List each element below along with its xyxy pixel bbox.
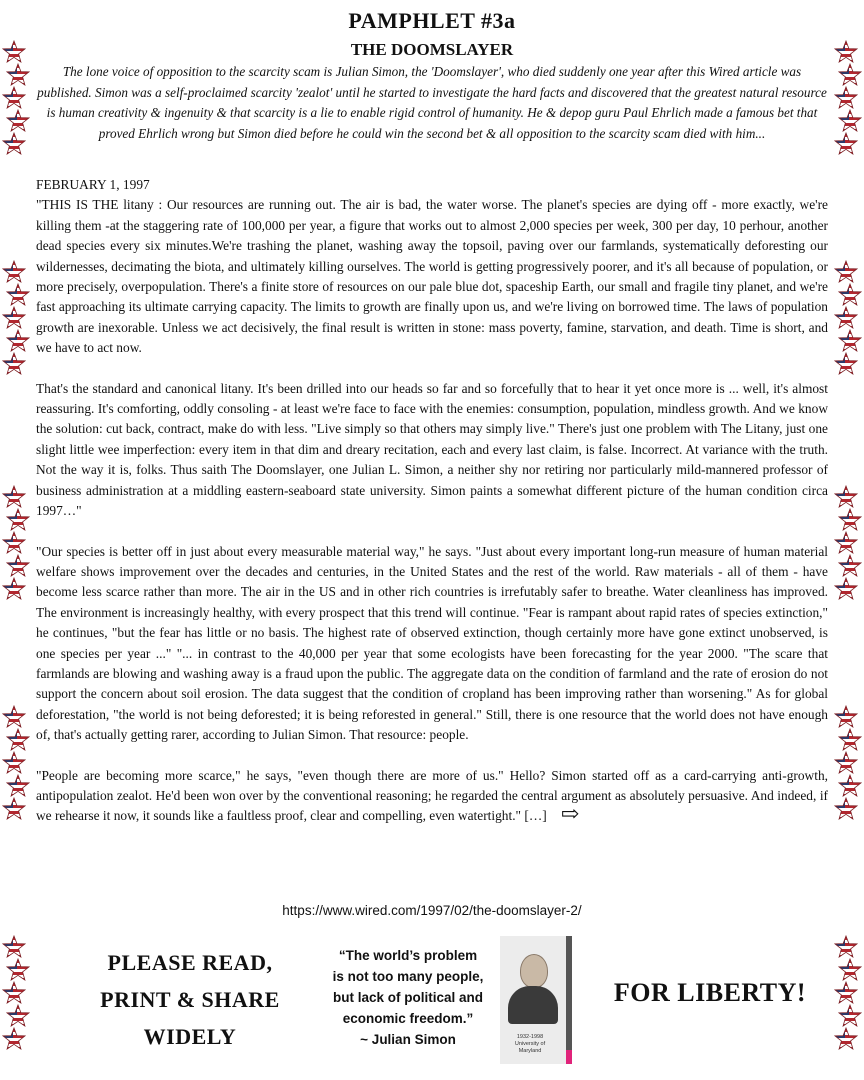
- portrait-caption: [502, 1034, 558, 1055]
- pamphlet-title: PAMPHLET #3a: [348, 8, 516, 33]
- article-paragraph: "THIS IS THE litany : Our resources are running out. The air is bad, the water worse. The planet's species are dying off - more exactly, we're killing them -at the staggering rate of 100,000 per year, a figure that works out to almost 2,000 species per week, 300 per day, 10 perhour, another dead species every six minutes.We're trashing the planet, washing away the topsoil, paving over our farmlands, systematically deforesting our wildernesses, decimating the biota, and ultimately killing ourselves. The world is getting progressively poorer, and it's all because of population, or more precisely, overpopulation. There's a finite store of resources on our pale blue dot, spaceship Earth, our small and fragile tiny planet, and we're fast approaching its ultimate carrying capacity. The limits to growth are finally upon us, and we're living on borrowed time. The laws of population growth are inexorable. Unless we act decisively, the final result is written in stone: mass poverty, famine, starvation, and death. Time is short, and we have to act now.: [36, 197, 828, 356]
- article-paragraph: That's the standard and canonical litany. It's been drilled into our heads so far and so forcefully that to hear it yet once more is ... well, it's almost reassuring. It's comforting, oddly consoling - at least we're face to face with the enemies: consumption, population, mindless growth. And we know the solution: cut back, contract, make do with less. "Live simply so that others may simply live." There's just one problem with The Litany, just one slight little wee imperfection: every item in that dim and dreary recitation, each and every last claim, is false. Incorrect. At variance with the truth. Not the way it is, folks. Thus saith The Doomslayer, one Julian L. Simon, a neither shy nor retiring nor particularly mild-mannered professor of business administration at a middling eastern-seaboard state university. Simon paints a somewhat different picture of the human condition circa 1997…": [36, 380, 828, 519]
- share-callout-line: PRINT & SHARE: [100, 987, 280, 1012]
- flag-star-icon: [2, 132, 26, 156]
- flag-star-icon: [6, 1004, 30, 1028]
- flag-star-icon: [834, 132, 858, 156]
- flag-star-icon: [834, 705, 858, 729]
- flag-star-icon: [838, 329, 862, 353]
- flag-star-icon: [834, 935, 858, 959]
- portrait-caption-line: 1932-1998: [516, 1034, 544, 1040]
- flag-star-icon: [6, 774, 30, 798]
- share-callout-line: WIDELY: [143, 1024, 237, 1049]
- article-paragraph-last: [36, 766, 828, 827]
- flag-star-icon: [838, 109, 862, 133]
- flag-star-icon: [838, 728, 862, 752]
- portrait-caption-line: Maryland: [518, 1048, 542, 1054]
- flag-star-icon: [838, 958, 862, 982]
- right-arrow-icon: ⇨: [560, 801, 580, 827]
- quote-line: economic freedom.”: [342, 1011, 474, 1026]
- flag-star-icon: [834, 86, 858, 110]
- flag-star-icon: [834, 260, 858, 284]
- flag-star-icon: [2, 352, 26, 376]
- flag-star-icon: [834, 531, 858, 555]
- flag-star-icon: [838, 283, 862, 307]
- source-link[interactable]: https://www.wired.com/1997/02/the-doomslayer-2/: [282, 903, 582, 918]
- flag-star-icon: [6, 554, 30, 578]
- flag-star-icon: [838, 774, 862, 798]
- flag-star-icon: [6, 728, 30, 752]
- share-callout-line: PLEASE READ,: [107, 950, 273, 975]
- flag-star-icon: [838, 63, 862, 87]
- flag-star-icon: [2, 577, 26, 601]
- flag-star-icon: [2, 260, 26, 284]
- article-date: FEBRUARY 1, 1997: [36, 177, 150, 192]
- intro-text: The lone voice of opposition to the scarcity scam is Julian Simon, the 'Doomslayer', who died suddenly one year after this Wired article was published. Simon was a self-proclaimed scarcity 'zealot' until he started to investigate the hard facts and discovered that the greatest natural resource is human creativity & ingenuity & that scarcity is a lie to enable rigid control of humanity. He & depop guru Paul Ehrlich made a famous bet that proved Ehrlich wrong but Simon died before he could win the second bet & all opposition to the scarcity scam died with him...: [37, 64, 827, 141]
- flag-star-icon: [834, 981, 858, 1005]
- flag-star-icon: [2, 935, 26, 959]
- flag-star-icon: [834, 577, 858, 601]
- quote-line: but lack of political and: [332, 990, 484, 1005]
- article-body: [36, 175, 828, 827]
- quote-line: “The world’s problem: [338, 948, 478, 963]
- flag-star-icon: [2, 86, 26, 110]
- flag-star-icon: [834, 1027, 858, 1051]
- portrait-caption-line: University of: [514, 1041, 546, 1047]
- flag-star-icon: [834, 352, 858, 376]
- flag-star-icon: [834, 797, 858, 821]
- flag-star-icon: [6, 329, 30, 353]
- portrait-suit: [508, 986, 558, 1024]
- flag-star-icon: [834, 306, 858, 330]
- flag-star-icon: [834, 485, 858, 509]
- for-liberty-banner: FOR LIBERTY!: [613, 978, 807, 1007]
- flag-star-icon: [2, 485, 26, 509]
- flag-star-icon: [6, 109, 30, 133]
- julian-simon-portrait: [500, 936, 572, 1064]
- flag-star-icon: [6, 508, 30, 532]
- flag-star-icon: [2, 751, 26, 775]
- simon-quote: [322, 945, 494, 1050]
- flag-star-icon: [838, 508, 862, 532]
- quote-attribution: ~ Julian Simon: [360, 1032, 456, 1047]
- flag-star-icon: [2, 306, 26, 330]
- portrait-accent-bar: [566, 1050, 572, 1064]
- flag-star-icon: [838, 1004, 862, 1028]
- quote-line: is not too many people,: [332, 969, 484, 984]
- article-paragraph: "Our species is better off in just about every measurable material way," he says. "Just about every important long-run measure of human material welfare shows improvement over the decades and centuries, in the United States and the rest of the world. Raw materials - all of them - have become less scarce rather than more. The air in the US and in other rich countries is irrefutably safer to breathe. Water cleanliness has improved. The environment is increasingly healthy, with every prospect that this trend will continue. "Fear is rampant about rapid rates of species extinction," he continues, "but the fear has little or no basis. The highest rate of observed extinction, though certainly more have gone extinct unobserved, is one species per year ..." "... in contrast to the 40,000 per year that some ecologists have been forecasting for the year 2000. "The scare that farmlands are blowing and washing away is a fraud upon the public. The aggregate data on the condition of farmland and the rate of erosion do not support the concern about soil erosion. The data suggest that the condition of cropland has been improving rather than worsening." As for global deforestation, "the world is not being deforested; it is being reforested in general." Still, there is one resource that the world does not have enough of, that's actually getting rarer, according to Julian Simon. That resource: people.: [36, 543, 828, 743]
- flag-star-icon: [6, 283, 30, 307]
- share-callout: [70, 944, 310, 1055]
- article-paragraph: "People are becoming more scarce," he says, "even though there are more of us." Hello? Simon started off as a card-carrying anti-growth, antipopulation zealot. He'd been won over by the conventional reasoning; he regarded the central argument as absolutely persuasive. And indeed, if we rehearse it now, it sounds like a faultless proof, clear and compelling, even watertight." […]: [36, 767, 828, 824]
- flag-star-icon: [2, 705, 26, 729]
- flag-star-icon: [2, 797, 26, 821]
- flag-star-icon: [6, 958, 30, 982]
- portrait-face: [520, 954, 548, 988]
- flag-star-icon: [834, 751, 858, 775]
- flag-star-icon: [6, 63, 30, 87]
- flag-star-icon: [2, 981, 26, 1005]
- flag-star-icon: [2, 1027, 26, 1051]
- flag-star-icon: [2, 531, 26, 555]
- flag-star-icon: [838, 554, 862, 578]
- pamphlet-subtitle: THE DOOMSLAYER: [350, 40, 514, 59]
